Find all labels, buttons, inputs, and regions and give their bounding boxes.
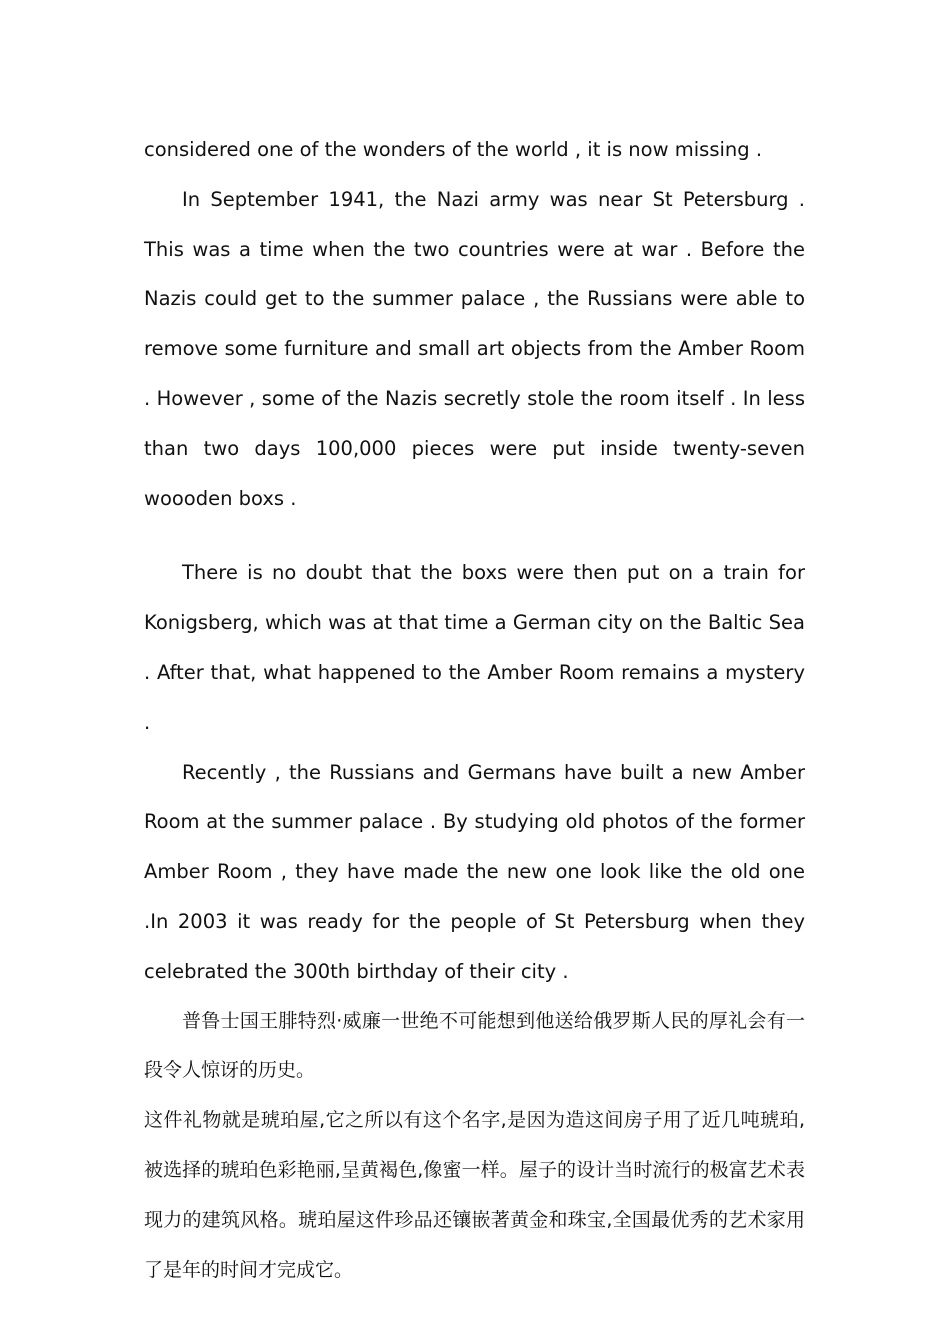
document-page <box>144 125 805 1295</box>
paragraph-continuation: considered one of the wonders of the world , it is now missing . <box>144 138 763 161</box>
paragraph-chinese-intro: 普鲁士国王腓特烈·威廉一世绝不可能想到他送给俄罗斯人民的厚礼会有一段令人惊讶的历史。 <box>144 1009 805 1082</box>
paragraph-konigsberg: There is no doubt that the boxs were then put on a train for Konigsberg, which was at that time a German city on the Baltic Sea . After that, what happened to the Amber Room remains a mystery . <box>144 561 805 734</box>
paragraph-chinese-gift: 这件礼物就是琥珀屋,它之所以有这个名字,是因为造这间房子用了近几吨琥珀,被选择的琥珀色彩艳丽,呈黄褐色,像蜜一样。屋子的设计当时流行的极富艺术表现力的建筑风格。琥珀屋这件珍品还镶嵌著黄金和珠宝,全国最优秀的艺术家用了是年的时间才完成它。 <box>144 1109 805 1281</box>
paragraph-nazi-army: In September 1941, the Nazi army was near St Petersburg . This was a time when the two countries were at war . Before the Nazis could get to the summer palace , the Russians were able to remove some furniture and small art objects from the Amber Room . However , some of the Nazis secretly stole the room itself . In less than two days 100,000 pieces were put inside twenty-seven woooden boxs . <box>144 187 805 510</box>
paragraph-new-amber-room: Recently , the Russians and Germans have built a new Amber Room at the summer palace . By studying old photos of the former Amber Room , they have made the new one look like the old one .In 2003 it was ready for the people of St Petersburg when they celebrated the 300th birthday of their city . <box>144 760 805 983</box>
